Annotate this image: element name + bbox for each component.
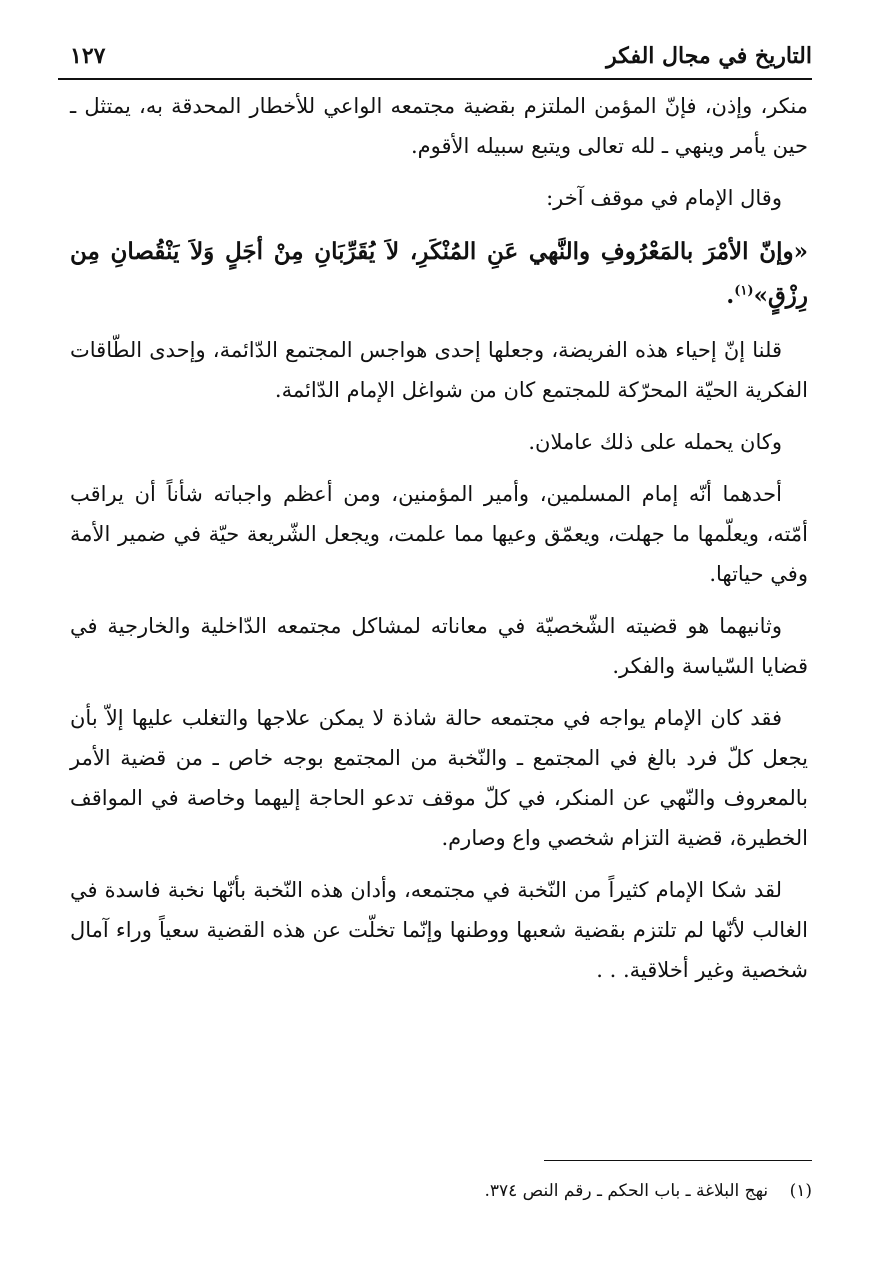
footnote-mark: (١) (789, 1181, 812, 1201)
quotation (70, 230, 808, 318)
header-divider (58, 78, 812, 80)
paragraph: فقد كان الإمام يواجه في مجتمعه حالة شاذة لا يمكن علاجها والتغلب عليها إلاّ بأن يجعل كلّ فرد بالغ في المجتمع ـ والنّخبة من المجتمع بوجه خاص ـ من قضية الأمر بالمعروف والنّهي عن المنكر، في كلّ موقف تدعو الحاجة إليهما وخاصة في المواقف الخطيرة، قضية التزام شخصي واع وصارم. (70, 706, 808, 850)
running-title: التاريخ في مجال الفكر (606, 43, 812, 69)
paragraph: وقال الإمام في موقف آخر: (546, 186, 782, 210)
paragraph: أحدهما أنّه إمام المسلمين، وأمير المؤمنين، ومن أعظم واجباته شأناً أن يراقب أمّته، ويعلّمها ما جهلت، ويعمّق وعيها مما علمت، ويجعل الشّريعة حيّة في ضمير الأمة وفي حياتها. (70, 482, 808, 586)
footnote-reference: (١) (734, 283, 754, 299)
paragraph: وكان يحمله على ذلك عاملان. (528, 430, 782, 454)
page-number: ١٢٧ (70, 43, 106, 69)
quotation-end: . (726, 282, 735, 309)
footnote-divider (544, 1160, 812, 1161)
paragraph: وثانيهما هو قضيته الشّخصيّة في معاناته لمشاكل مجتمعه الدّاخلية والخارجية في قضايا السّياسة والفكر. (70, 614, 808, 678)
paragraph: قلنا إنّ إحياء هذه الفريضة، وجعلها إحدى هواجس المجتمع الدّائمة، وإحدى الطّاقات الفكرية الحيّة المحرّكة للمجتمع كان من شواغل الإمام الدّائمة. (70, 338, 808, 402)
footnote (70, 1178, 812, 1204)
paragraph: منكر، وإذن، فإنّ المؤمن الملتزم بقضية مجتمعه الواعي للأخطار المحدقة به، يمتثل ـ حين يأمر وينهي ـ لله تعالى ويتبع سبيله الأقوم. (70, 94, 808, 158)
quotation-text: «وإنّ الأمْرَ بالمَعْرُوفِ والنَّهي عَنِ المُنْكَرِ، لاَ يُقَرِّبَانِ مِنْ أجَلٍ وَلاَ يَنْقُصانِ مِن رِزْقٍ» (70, 238, 808, 309)
paragraph: لقد شكا الإمام كثيراً من النّخبة في مجتمعه، وأدان هذه النّخبة بأنّها نخبة فاسدة في الغالب لأنّها لم تلتزم بقضية شعبها ووطنها وإنّما تخلّت عن هذه القضية سعياً وراء آمال شخصية وغير أخلاقية. . . (70, 878, 808, 982)
footnote-text: نهج البلاغة ـ باب الحكم ـ رقم النص ٣٧٤. (484, 1181, 769, 1201)
body-text (70, 86, 808, 1002)
running-header (70, 36, 812, 76)
